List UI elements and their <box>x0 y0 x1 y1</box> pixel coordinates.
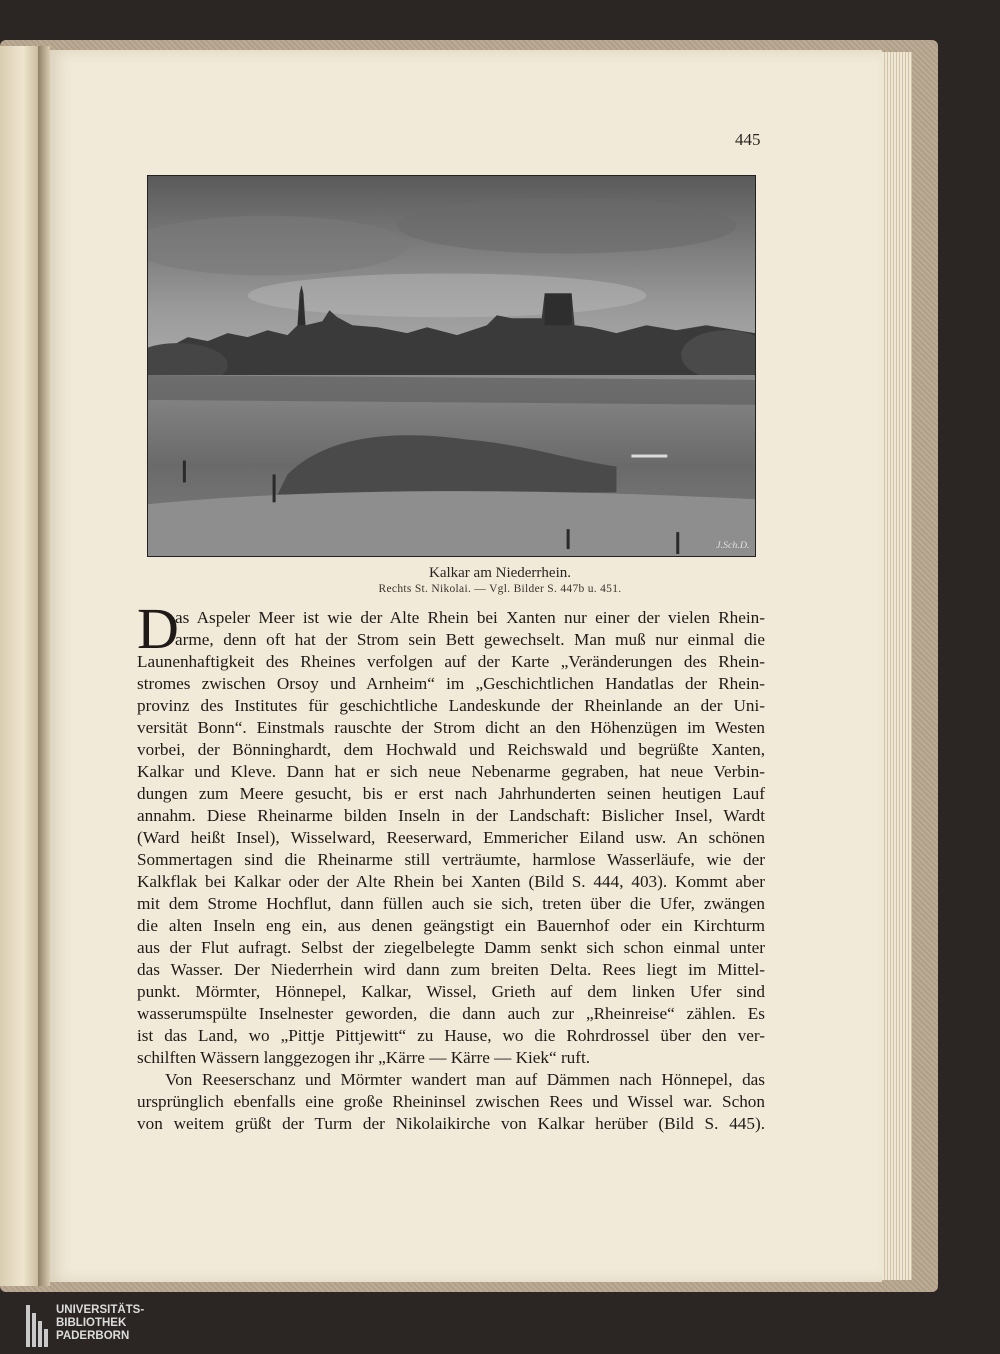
library-logo-icon <box>26 1305 48 1347</box>
text-line: mit dem Strome Hochflut, dann füllen auch sie sich, treten über die Ufer, zwängen <box>137 894 765 913</box>
text-line: (Ward heißt Insel), Wisselward, Reeserward, Emmericher Eiland usw. An schönen <box>137 828 765 847</box>
photo-kalkar <box>147 175 756 557</box>
text-line: vorbei, der Bönninghardt, dem Hochwald und Reichswald und begrüßte Xanten, <box>137 740 765 759</box>
text-line: von weitem grüßt der Turm der Nikolaikirche von Kalkar herüber (Bild S. 445). <box>137 1114 765 1133</box>
text-line: die alten Inseln eng ein, aus denen geängstigt ein Bauernhof oder ein Kirchturm <box>137 916 765 935</box>
photo-illustration <box>148 176 755 556</box>
text-line: Sommertagen sind die Rheinarme still verträumte, harmlose Wasserläufe, wie der <box>137 850 765 869</box>
text-line: as Aspeler Meer ist wie der Alte Rhein bei Xanten nur einer der vielen Rhein- <box>175 608 765 627</box>
library-logo-text <box>56 1304 144 1343</box>
text-line: Launenhaftigkeit des Rheines verfolgen auf der Karte „Veränderungen des Rhein- <box>137 652 765 671</box>
text-line: aus der Flut aufragt. Selbst der ziegelbelegte Damm senkt sich schon einmal unter <box>137 938 765 957</box>
text-line: Von Reeserschanz und Mörmter wandert man auf Dämmen nach Hönnepel, das <box>165 1070 765 1089</box>
left-page-edge <box>0 46 38 1286</box>
text-line: das Wasser. Der Niederrhein wird dann zum breiten Delta. Rees liegt im Mittel- <box>137 960 765 979</box>
logo-line-3: PADERBORN <box>56 1330 130 1342</box>
logo-line-2: BIBLIOTHEK <box>56 1317 127 1329</box>
logo-line-1: UNIVERSITÄTS- <box>56 1304 145 1316</box>
book-gutter <box>38 46 50 1286</box>
text-line: punkt. Mörmter, Hönnepel, Kalkar, Wissel, Grieth auf dem linken Ufer sind <box>137 982 765 1001</box>
text-line: arme, denn oft hat der Strom sein Bett gewechselt. Man muß nur einmal die <box>175 630 765 649</box>
text-line: annahm. Diese Rheinarme bilden Inseln in der Landschaft: Bislicher Insel, Wardt <box>137 806 765 825</box>
text-line: provinz des Institutes für geschichtliche Landeskunde der Rheinlande an der Uni- <box>137 696 765 715</box>
drop-cap: D <box>137 596 179 661</box>
caption-subtitle: Rechts St. Nikolai. — Vgl. Bilder S. 447b u. 451. <box>378 583 622 595</box>
page-number: 445 <box>735 130 761 149</box>
page-edges <box>882 52 912 1280</box>
library-logo <box>26 1303 206 1349</box>
text-line: schilften Wässern langgezogen ihr „Kärre — Kärre — Kiek“ ruft. <box>137 1048 591 1067</box>
text-line: dungen zum Meere gesucht, bis er erst nach Jahrhunderten seinen heutigen Lauf <box>137 784 765 803</box>
text-line: stromes zwischen Orsoy und Arnheim“ im „Geschichtlichen Handatlas der Rhein- <box>137 674 765 693</box>
text-line: wasserumspülte Inselnester geworden, die dann auch zur „Rheinreise“ zählen. Es <box>137 1004 765 1023</box>
text-line: Kalkar und Kleve. Dann hat er sich neue Nebenarme gegraben, hat neue Verbin- <box>137 762 765 781</box>
photo-signature: J.Sch.D. <box>716 540 750 552</box>
text-line: ist das Land, wo „Pittje Pittjewitt“ zu Hause, wo die Rohrdrossel über den ver- <box>137 1026 765 1045</box>
caption-title: Kalkar am Niederrhein. <box>428 565 572 581</box>
text-line: Kalkflak bei Kalkar oder der Alte Rhein bei Xanten (Bild S. 444, 403). Kommt aber <box>137 872 765 891</box>
body-text <box>137 607 765 1135</box>
text-line: ursprünglich ebenfalls eine große Rheininsel zwischen Rees und Wissel war. Schon <box>137 1092 765 1111</box>
text-line: versität Bonn“. Einstmals rauschte der Strom dicht an den Höhenzügen im Westen <box>137 718 765 737</box>
